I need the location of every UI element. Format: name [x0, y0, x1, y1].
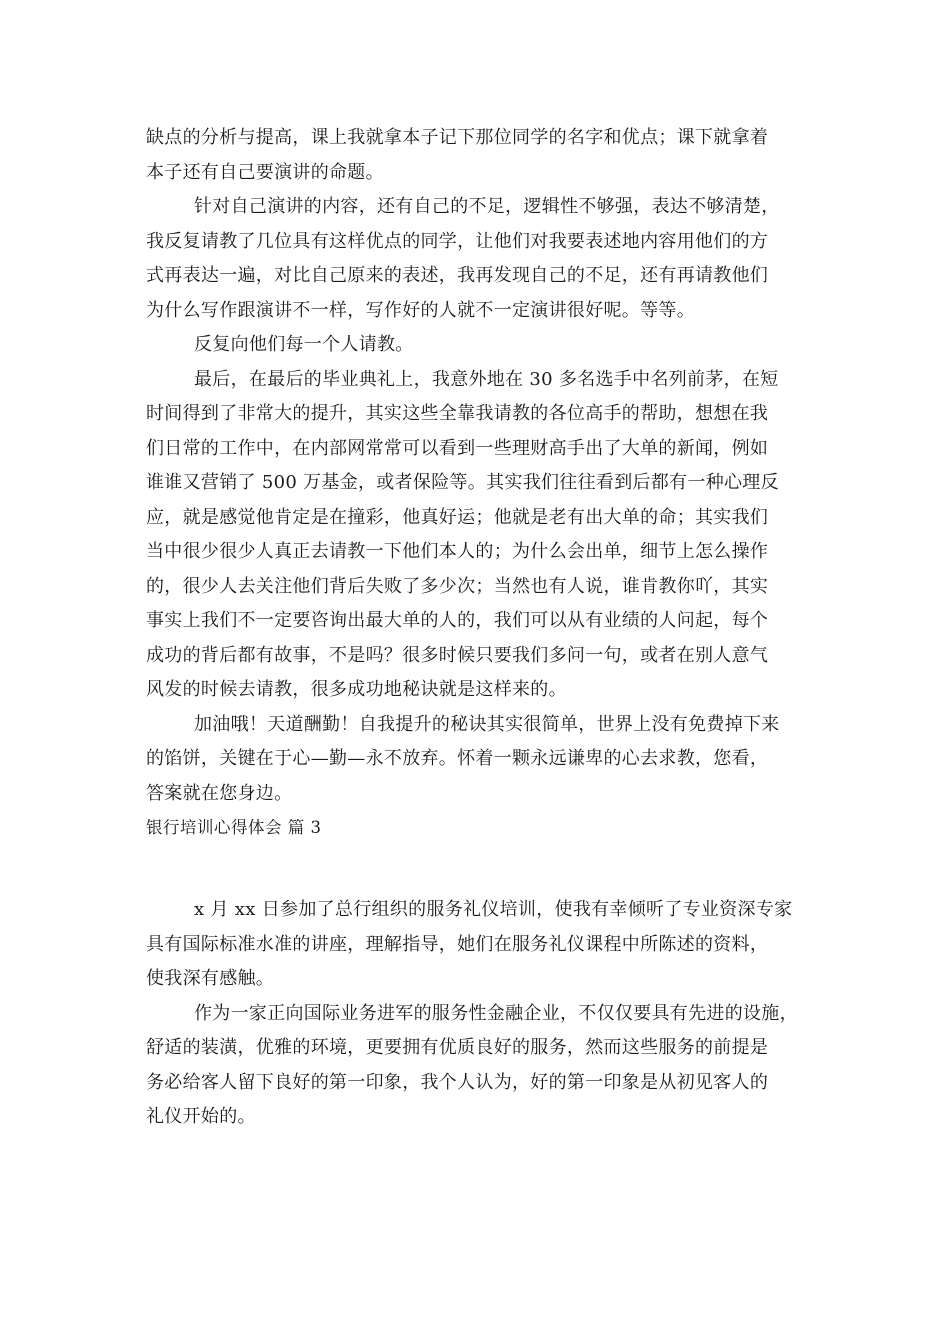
paragraph — [146, 997, 806, 1135]
text-line: 具有国际标准水准的讲座，理解指导，她们在服务礼仪课程中所陈述的资料， — [146, 933, 769, 955]
text-line: 式再表达一遍，对比自己原来的表述，我再发现自己的不足，还有再请教他们 — [146, 265, 769, 286]
text-line: 时间得到了非常大的提升，其实这些全靠我请教的各位高手的帮助，想想在我 — [146, 403, 769, 424]
paragraph — [146, 328, 806, 363]
text-line: 的馅饼，关键在于心—勤—永不放弃。怀着一颗永远谦卑的心去求教，您看， — [146, 748, 769, 769]
text-line: 们日常的工作中，在内部网常常可以看到一些理财高手出了大单的新闻，例如 — [146, 437, 769, 459]
text-line: 风发的时候去请教，很多成功地秘诀就是这样来的。 — [146, 679, 567, 700]
text-line: 答案就在您身边。 — [146, 782, 293, 804]
paragraph — [146, 190, 806, 328]
text-line: 针对自己演讲的内容，还有自己的不足，逻辑性不够强，表达不够清楚， — [194, 196, 780, 217]
section-spacer — [146, 845, 806, 893]
text-line: 事实上我们不一定要咨询出最大单的人的，我们可以从有业绩的人问起，每个 — [146, 610, 769, 631]
text-line: 为什么写作跟演讲不一样，写作好的人就不一定演讲很好呢。等等。 — [146, 299, 695, 321]
text-line: 礼仪开始的。 — [146, 1106, 256, 1127]
text-line: 舒适的装潢，优雅的环境，更要拥有优质良好的服务，然而这些服务的前提是 — [146, 1037, 769, 1058]
document-body — [146, 121, 806, 1135]
text-line: 使我深有感触。 — [146, 968, 275, 989]
text-line: 应，就是感觉他肯定是在撞彩，他真好运；他就是老有出大单的命；其实我们 — [146, 506, 769, 528]
text-line: 反复向他们每一个人请教。 — [194, 334, 414, 355]
text-line: 加油哦！天道酬勤！自我提升的秘诀其实很简单，世界上没有免费掉下来 — [194, 713, 780, 735]
section-heading: 银行培训心得体会 篇 3 — [146, 818, 322, 837]
paragraph — [146, 363, 806, 708]
text-line: 我反复请教了几位具有这样优点的同学，让他们对我要表述地内容用他们的方 — [146, 230, 769, 252]
text-line: 最后，在最后的毕业典礼上，我意外地在 30 多名选手中名列前茅，在短 — [194, 368, 779, 390]
paragraph — [146, 893, 806, 997]
text-line: 成功的背后都有故事，不是吗？很多时候只要我们多问一句，或者在别人意气 — [146, 644, 769, 666]
text-line: 务必给客人留下良好的第一印象，我个人认为，好的第一印象是从初见客人的 — [146, 1071, 769, 1093]
paragraph — [146, 121, 806, 190]
text-line: 的，很少人去关注他们背后失败了多少次；当然也有人说，谁肯教你吖，其实 — [146, 575, 769, 597]
text-line: 作为一家正向国际业务进军的服务性金融企业，不仅仅要具有先进的设施， — [194, 1002, 798, 1024]
text-line: 当中很少很少人真正去请教一下他们本人的；为什么会出单，细节上怎么操作 — [146, 541, 769, 562]
text-line: 缺点的分析与提高，课上我就拿本子记下那位同学的名字和优点；课下就拿着 — [146, 127, 769, 148]
text-line: x 月 xx 日参加了总行组织的服务礼仪培训，使我有幸倾听了专业资深专家 — [194, 899, 793, 920]
text-line: 谁谁又营销了 500 万基金，或者保险等。其实我们往往看到后都有一种心理反 — [146, 472, 779, 493]
paragraph — [146, 708, 806, 812]
text-line: 本子还有自己要演讲的命题。 — [146, 161, 384, 183]
